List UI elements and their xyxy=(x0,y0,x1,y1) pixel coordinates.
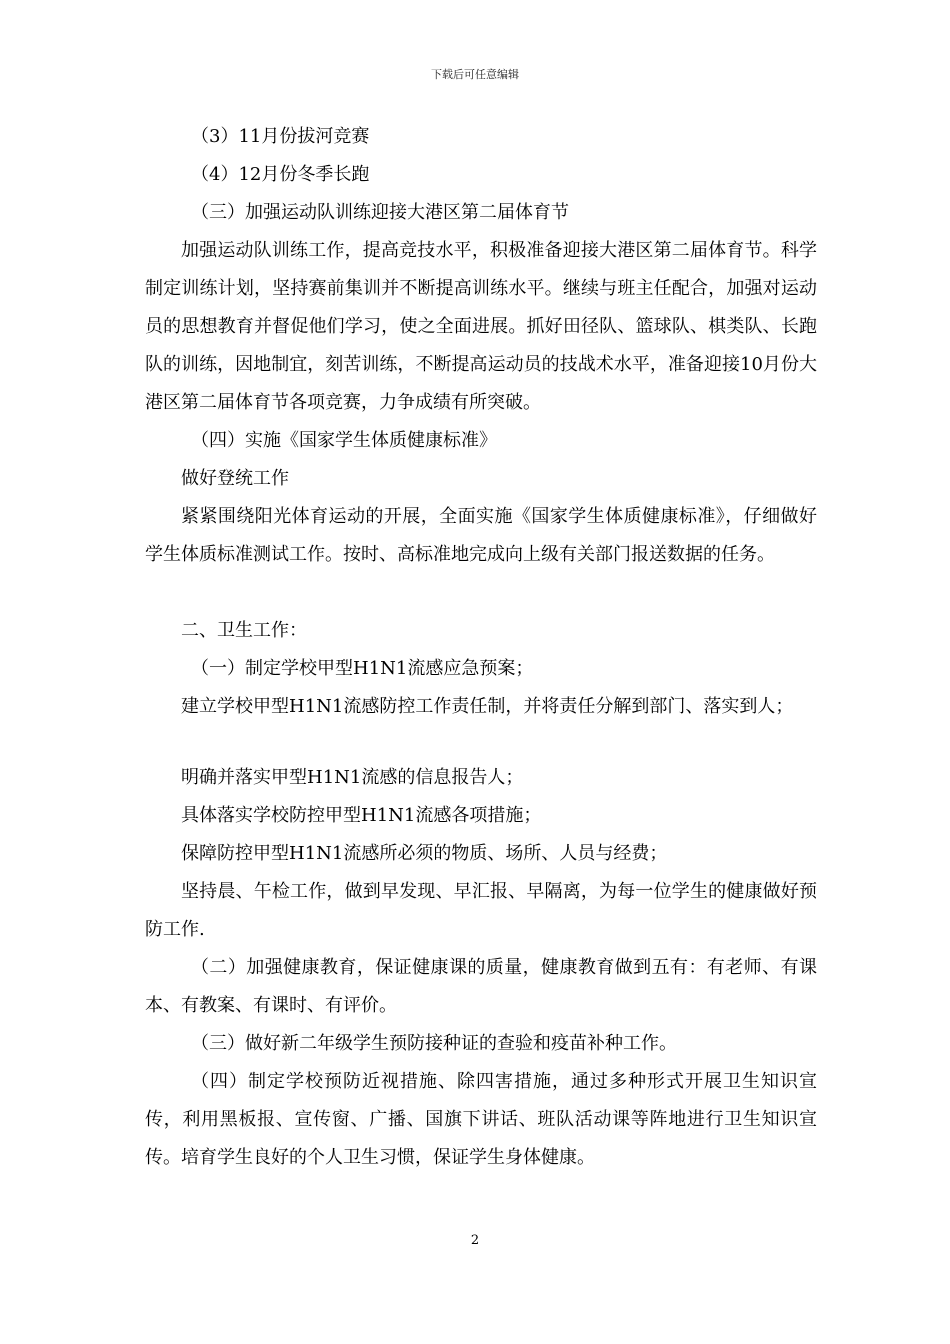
paragraph-5: （四）实施《国家学生体质健康标准》 xyxy=(191,430,497,451)
paragraph-9: （一）制定学校甲型H1N1流感应急预案； xyxy=(191,658,534,679)
paragraph-7: 紧紧围绕阳光体育运动的开展，全面实施《国家学生体质健康标准》，仔细做好学生体质标准测试工作。按时、高标准地完成向上级有关部门报送数据的任务。 xyxy=(145,506,817,565)
paragraph-12: 具体落实学校防控甲型H1N1流感各项措施； xyxy=(181,805,542,826)
paragraph-10: 建立学校甲型H1N1流感防控工作责任制，并将责任分解到部门、落实到人； xyxy=(181,696,794,717)
paragraph-16: （三）做好新二年级学生预防接种证的查验和疫苗补种工作。 xyxy=(191,1033,677,1054)
paragraph-2: （4）12月份冬季长跑 xyxy=(191,164,370,185)
paragraph-1: （3）11月份拔河竞赛 xyxy=(191,126,370,147)
page-header: 下载后可任意编辑 xyxy=(431,68,519,81)
paragraph-13: 保障防控甲型H1N1流感所必须的物质、场所、人员与经费； xyxy=(181,843,668,864)
paragraph-8: 二、卫生工作： xyxy=(181,620,307,641)
paragraph-15: （二）加强健康教育，保证健康课的质量，健康教育做到五有：有老师、有课本、有教案、有课时、有评价。 xyxy=(145,957,817,1016)
paragraph-6: 做好登统工作 xyxy=(181,468,289,489)
paragraph-3: （三）加强运动队训练迎接大港区第二届体育节 xyxy=(191,202,569,223)
paragraph-11: 明确并落实甲型H1N1流感的信息报告人； xyxy=(181,767,524,788)
paragraph-4: 加强运动队训练工作，提高竞技水平，积极准备迎接大港区第二届体育节。科学制定训练计划，坚持赛前集训并不断提高训练水平。继续与班主任配合，加强对运动员的思想教育并督促他们学习，使之全面进展。抓好田径队、篮球队、棋类队、长跑队的训练，因地制宜，刻苦训练，不断提高运动员的技战术水平，准备迎接10月份大港区第二届体育节各项竞赛，力争成绩有所突破。 xyxy=(145,240,817,413)
page-number: 2 xyxy=(470,1233,480,1248)
paragraph-17: （四）制定学校预防近视措施、除四害措施，通过多种形式开展卫生知识宣传，利用黑板报、宣传窗、广播、国旗下讲话、班队活动课等阵地进行卫生知识宣传。培育学生良好的个人卫生习惯，保证学生身体健康。 xyxy=(145,1071,817,1168)
paragraph-14: 坚持晨、午检工作，做到早发现、早汇报、早隔离，为每一位学生的健康做好预防工作. xyxy=(145,881,817,940)
